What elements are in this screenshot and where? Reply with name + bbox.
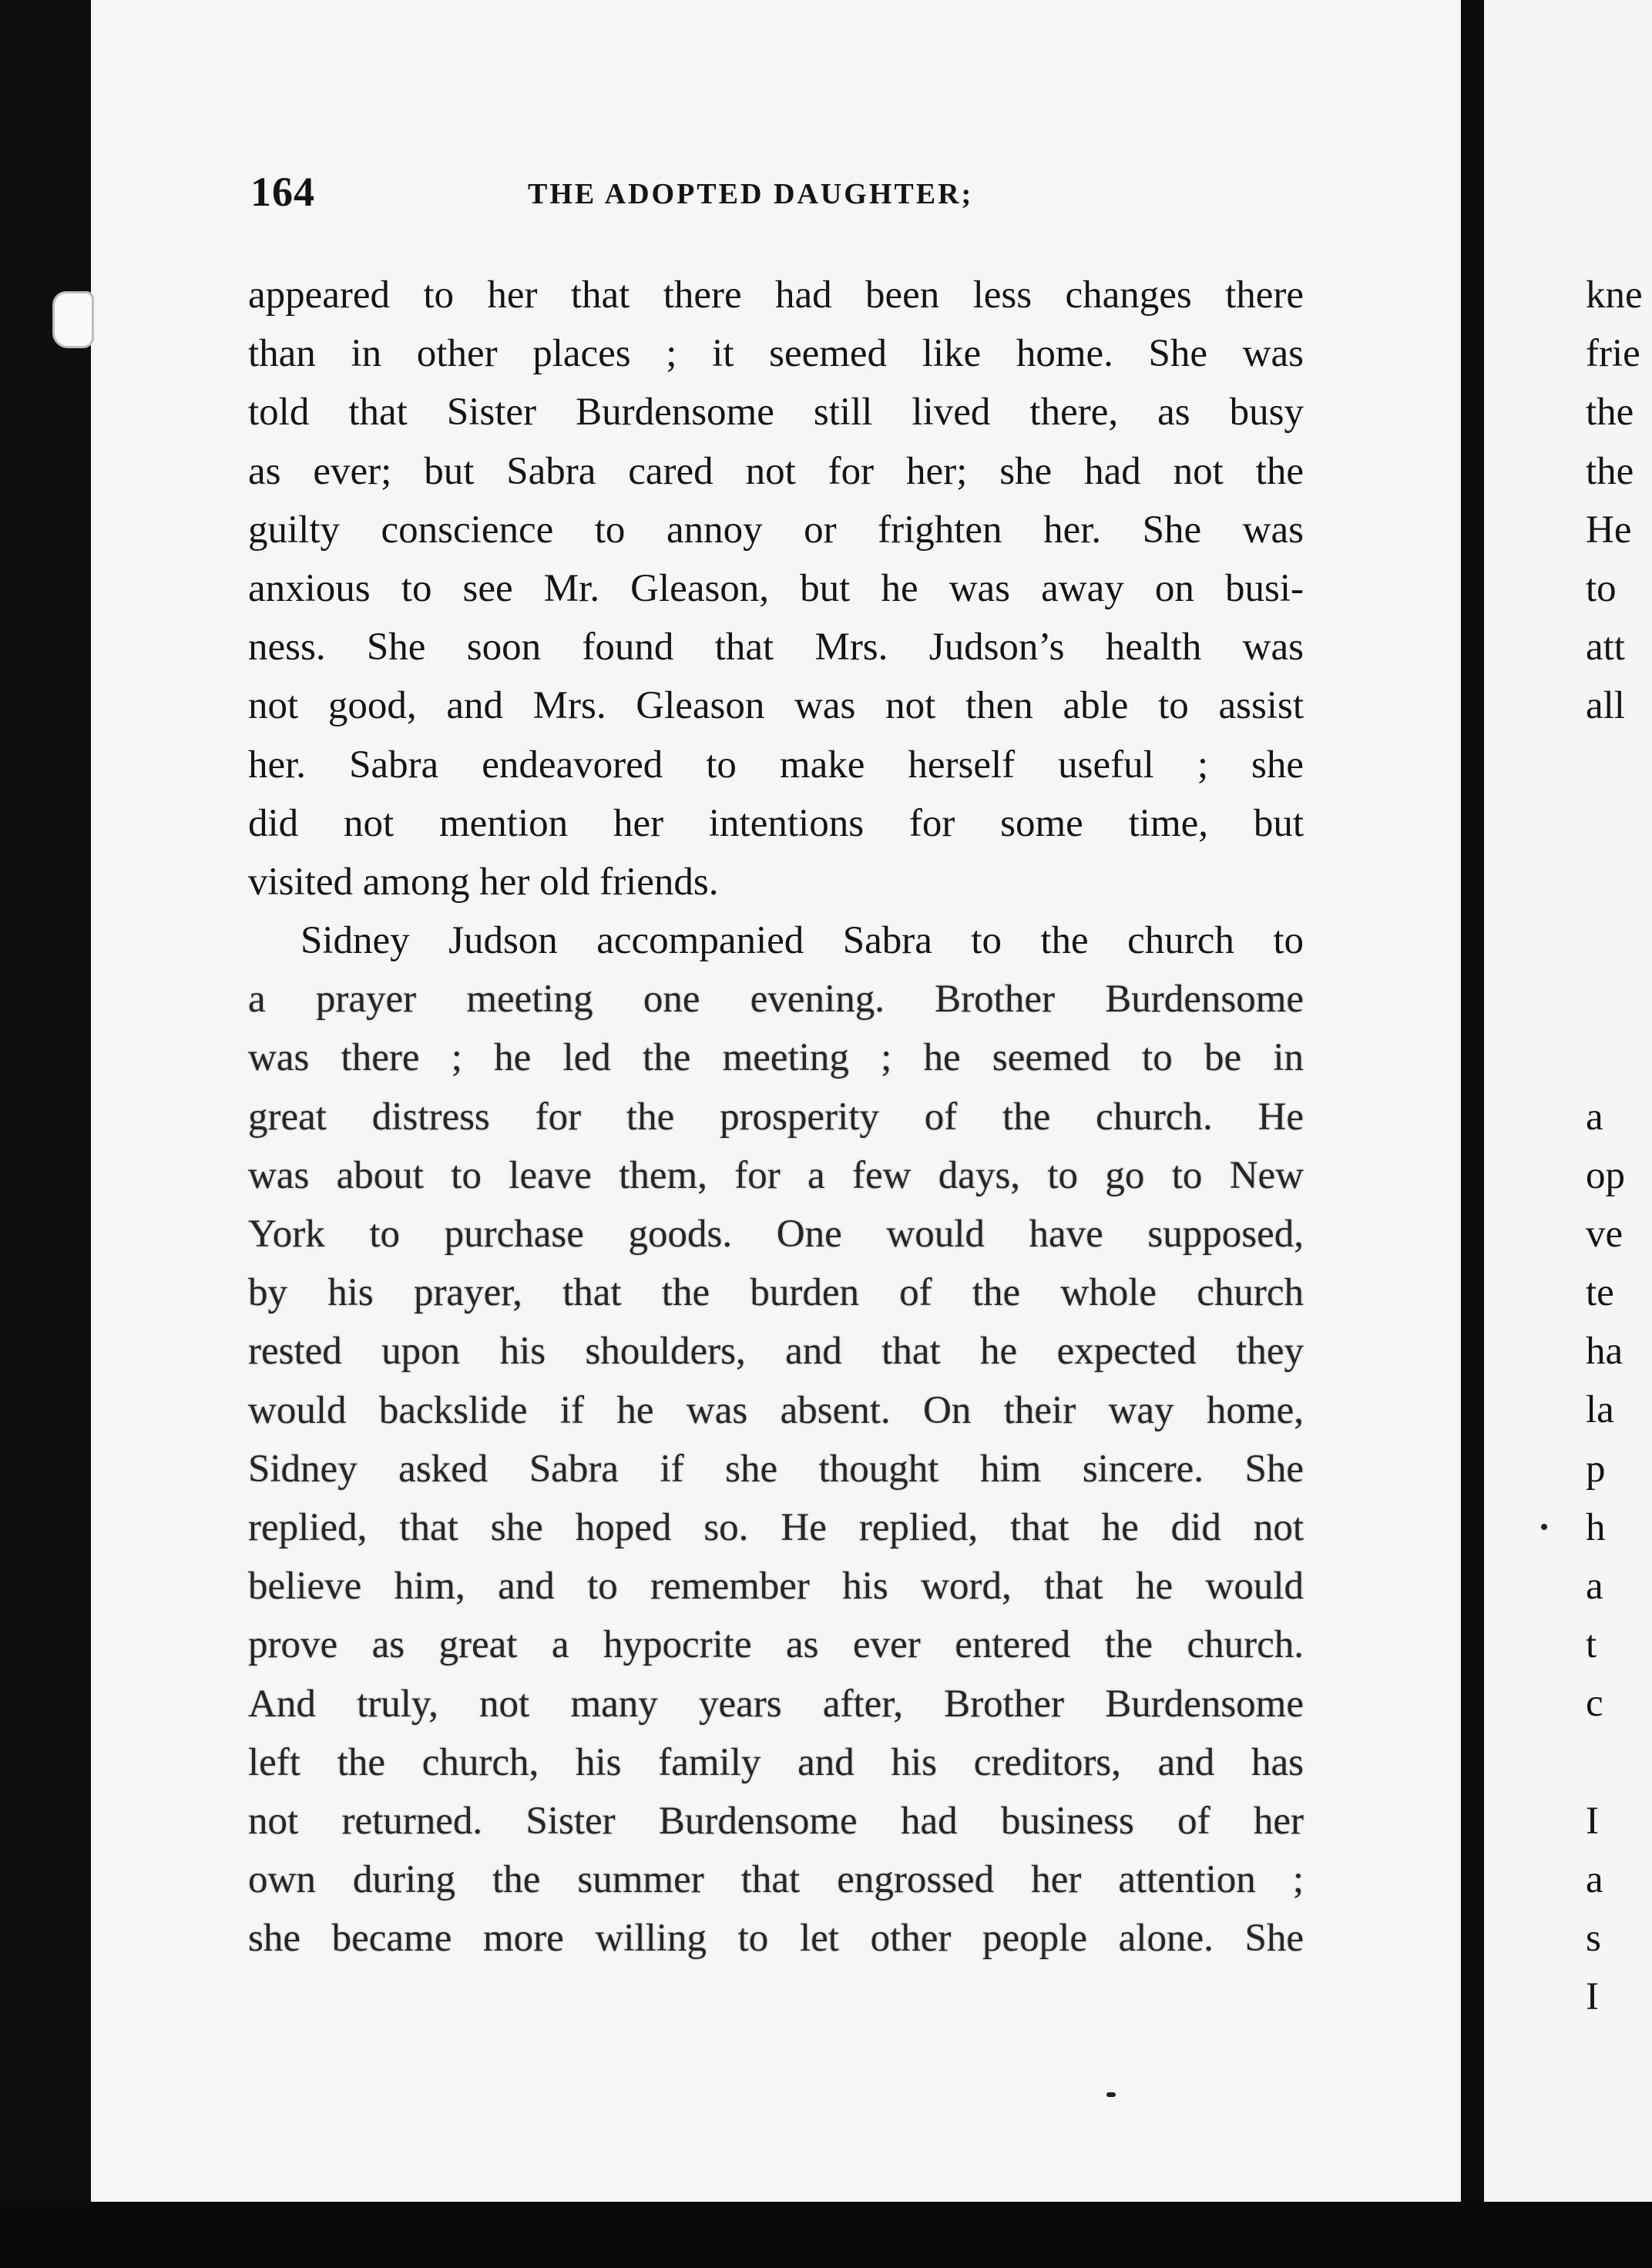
paragraph-start-line: Sidney Judson accompanied Sabra to the church to	[301, 919, 1304, 963]
facing-page-fragment: te	[1586, 1271, 1614, 1315]
text-line: a prayer meeting one evening. Brother Burdensome	[248, 978, 1304, 1022]
text-line: And truly, not many years after, Brother Burdensome	[248, 1682, 1304, 1726]
text-line: own during the summer that engrossed her attention ;	[248, 1858, 1304, 1902]
facing-page-fragment: ve	[1586, 1212, 1623, 1256]
paragraph-end-line: visited among her old friends.	[248, 860, 719, 904]
text-line: did not mention her intentions for some time, but	[248, 801, 1304, 845]
text-line: believe him, and to remember his word, that he would	[248, 1565, 1304, 1609]
facing-page-fragment: p	[1586, 1447, 1606, 1491]
text-line: prove as great a hypocrite as ever entered the church.	[248, 1623, 1304, 1667]
facing-page-fragment	[1586, 1733, 1652, 1792]
facing-page-fragment: He	[1586, 508, 1632, 552]
facing-page-fragment: h	[1586, 1505, 1606, 1549]
facing-page-fragment: all	[1586, 684, 1625, 728]
text-line: anxious to see Mr. Gleason, but he was away on busi-	[248, 566, 1304, 610]
facing-page-fragment: I	[1586, 1975, 1599, 2019]
page-number: 164	[250, 169, 315, 215]
facing-page-text	[1586, 266, 1652, 2027]
facing-page-fragment: la	[1586, 1388, 1614, 1432]
text-line: by his prayer, that the burden of the whole church	[248, 1271, 1304, 1315]
facing-page-fragment: a	[1586, 1565, 1603, 1608]
facing-page-fragment: kne	[1586, 273, 1643, 317]
text-line: York to purchase goods. One would have supposed,	[248, 1213, 1304, 1256]
text-line: was about to leave them, for a few days, to go to New	[248, 1153, 1304, 1197]
running-head	[250, 168, 1314, 214]
text-line: left the church, his family and his creditors, and has	[248, 1740, 1304, 1784]
page-edge-smudge	[52, 291, 94, 348]
print-speck	[1541, 1524, 1547, 1530]
text-line: not returned. Sister Burdensome had business of her	[248, 1799, 1304, 1843]
facing-page-fragment: att	[1586, 626, 1625, 669]
facing-page-fragment: s	[1586, 1917, 1601, 1961]
text-line: would backslide if he was absent. On their way home,	[248, 1388, 1304, 1432]
running-title: THE ADOPTED DAUGHTER;	[528, 178, 974, 210]
text-line: ness. She soon found that Mrs. Judson’s health was	[248, 626, 1304, 669]
facing-page-fragment: c	[1586, 1682, 1603, 1726]
text-line: was there ; he led the meeting ; he seemed to be in	[248, 1036, 1304, 1080]
facing-page-fragment: to	[1586, 566, 1617, 610]
text-line: not good, and Mrs. Gleason was not then able to assist	[248, 684, 1304, 728]
facing-page-fragment: op	[1586, 1153, 1625, 1197]
text-line: replied, that she hoped so. He replied, that he did not	[248, 1505, 1304, 1549]
text-line: guilty conscience to annoy or frighten her. She was	[248, 508, 1304, 552]
facing-page-fragment: a	[1586, 1095, 1603, 1139]
text-line: great distress for the prosperity of the church. He	[248, 1095, 1304, 1139]
facing-page-fragment: the	[1586, 391, 1634, 434]
print-speck	[1106, 2092, 1116, 2097]
text-line: Sidney asked Sabra if she thought him sincere. She	[248, 1447, 1304, 1491]
page-gutter-divider	[1461, 0, 1484, 2268]
text-line: rested upon his shoulders, and that he expected they	[248, 1330, 1304, 1374]
text-line: told that Sister Burdensome still lived there, as busy	[248, 391, 1304, 434]
text-line: her. Sabra endeavored to make herself useful ; she	[248, 743, 1304, 787]
facing-page-blank	[1586, 736, 1652, 1088]
body-text	[248, 266, 1304, 1968]
facing-page-fragment: t	[1586, 1623, 1597, 1667]
text-line: appeared to her that there had been less changes there	[248, 273, 1304, 317]
bottom-scan-border	[0, 2202, 1652, 2268]
text-line: she became more willing to let other people alone. She	[248, 1917, 1304, 1961]
facing-page-fragment: ha	[1586, 1330, 1623, 1374]
facing-page-fragment: a	[1586, 1857, 1603, 1901]
text-line: as ever; but Sabra cared not for her; she had not the	[248, 449, 1304, 493]
facing-page-fragment: I	[1586, 1799, 1599, 1843]
facing-page-fragment: frie	[1586, 332, 1640, 376]
facing-page-fragment: the	[1586, 449, 1634, 493]
text-line: than in other places ; it seemed like home. She was	[248, 332, 1304, 376]
